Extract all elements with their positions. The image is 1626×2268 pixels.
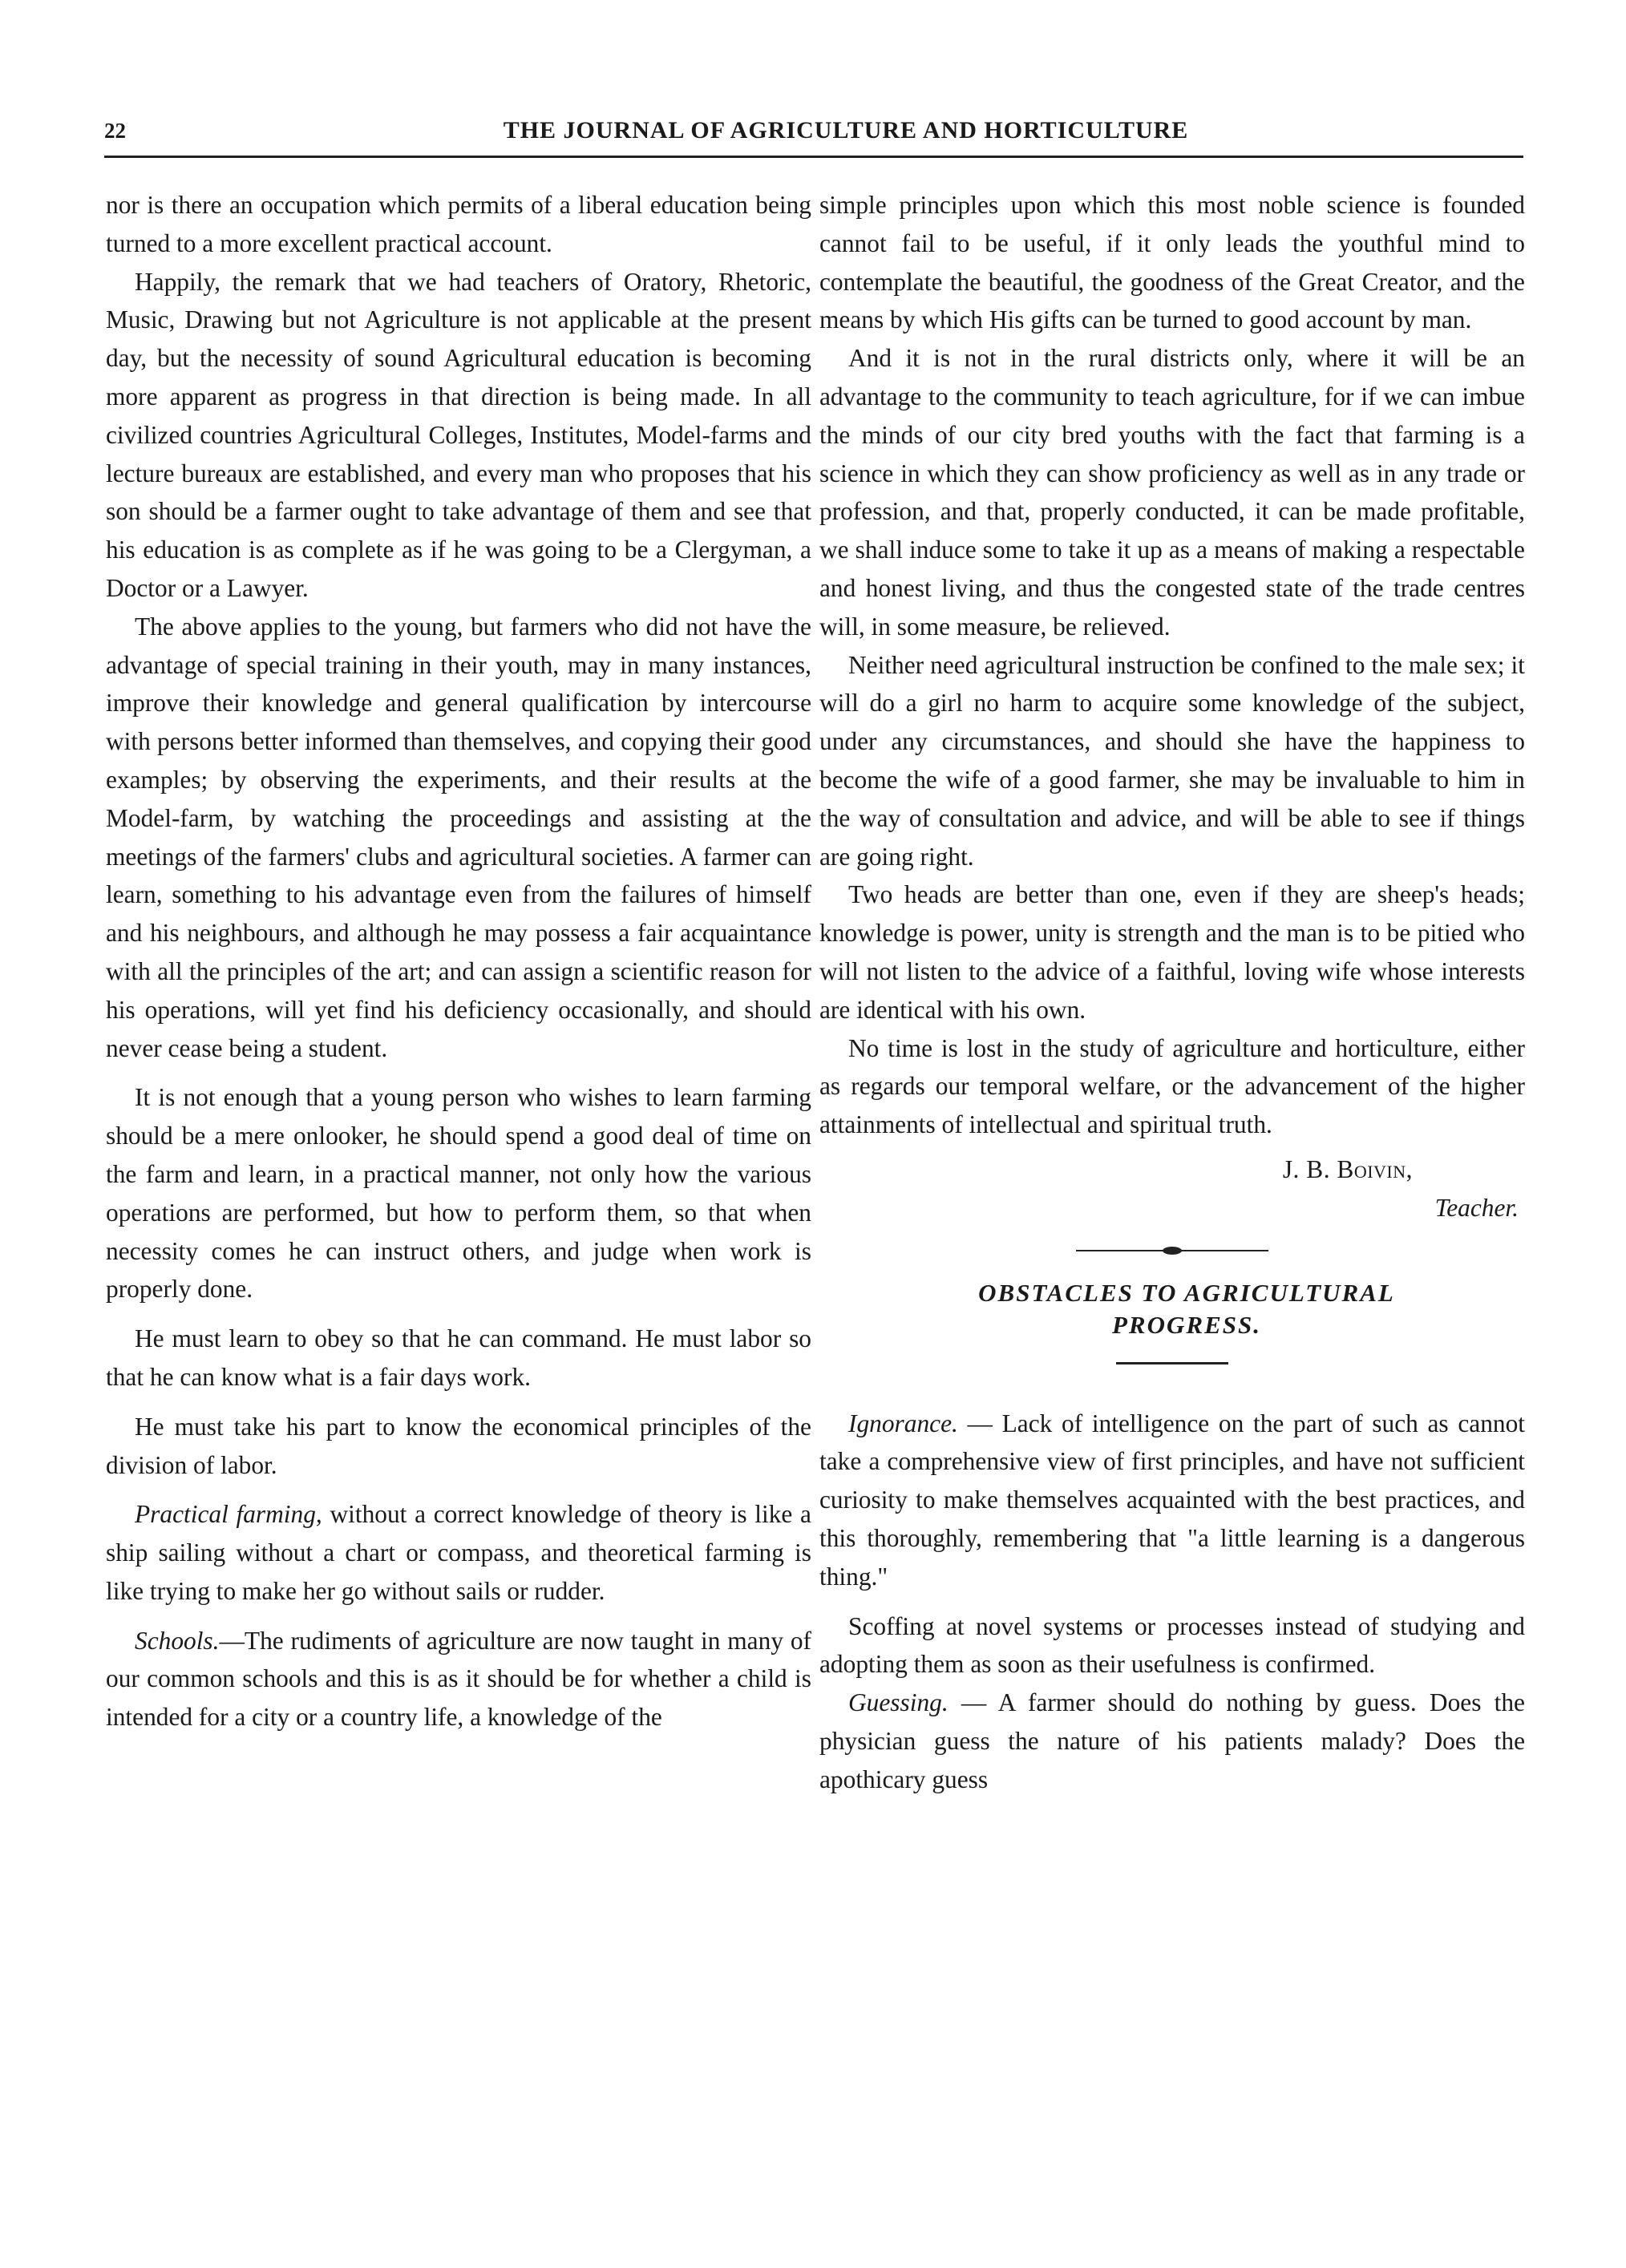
paragraph-lead-in: Ignorance. <box>848 1409 958 1437</box>
paragraph: It is not enough that a young person who wishes to learn farming should be a mere onlooker, he should spend a good deal of time on the farm and learn, in a practical manner, not only how the various operations are performed, but how to perform them, so that when necessity comes he can instruct others, and judge when work is properly done. <box>106 1083 811 1304</box>
ornament-center <box>1163 1247 1182 1255</box>
paragraph-body: without a correct knowledge of theory is like a ship sailing without a chart or compass, and theoretical farming is like trying to make her go without sails or rudder. <box>106 1500 811 1605</box>
paragraph <box>106 1495 811 1610</box>
header-rule <box>104 156 1523 158</box>
paragraph-body: — Lack of intelligence on the part of such as cannot take a comprehensive view of first principles, and have not sufficient curiosity to make themselves acquainted with the best practices, and this thoroughly, remembering that "a little learning is a dangerous thing." <box>819 1409 1525 1591</box>
paragraph: He must learn to obey so that he can command. He must labor so that he can know what is a fair days work. <box>106 1324 811 1391</box>
signature-title: Teacher. <box>1434 1193 1519 1222</box>
paragraph-lead-in: Practical farming, <box>135 1500 322 1529</box>
paragraph <box>819 1684 1525 1798</box>
paragraph-body: — A farmer should do nothing by guess. Does the physician guess the nature of his patients malady? Does the apothicary guess <box>819 1688 1525 1793</box>
signature-name: J. B. Boivin, <box>1282 1154 1413 1183</box>
paragraph: simple principles upon which this most noble science is founded cannot fail to be useful, if it only leads the youthful mind to contemplate the beautiful, the goodness of the Great Creator, and the means by which His gifts can be turned to good account by man. <box>819 191 1525 334</box>
paragraph <box>819 1405 1525 1596</box>
paragraph: Two heads are better than one, even if they are sheep's heads; knowledge is power, unity is strength and the man is to be pitied who will not listen to the advice of a faithful, loving wife whose interests are identical with his own. <box>819 880 1525 1024</box>
paragraph-lead-in: Schools. <box>135 1626 220 1655</box>
paragraph: Neither need agricultural instruction be confined to the male sex; it will do a girl no harm to acquire some knowledge of the subject, under any circumstances, and should she have the happiness to become the wife of a good farmer, she may be invaluable to him in the way of consultation and advice, and will be able to see if things are going right. <box>819 650 1525 871</box>
paragraph: nor is there an occupation which permits of a liberal education being turned to a more excellent practical account. <box>106 191 811 257</box>
paragraph: Happily, the remark that we had teachers of Oratory, Rhetoric, Music, Drawing but not Agriculture is not applicable at the present day, but the necessity of sound Agricultural education is becoming more apparent as progress in that direction is being made. In all civilized countries Agricultural Colleges, Institutes, Model-farms and lecture bureaux are established, and every man who proposes that his son should be a farmer ought to take advantage of them and see that his education is as complete as if he was going to be a Clergyman, a Doctor or a Lawyer. <box>106 267 811 602</box>
section-rule <box>1116 1362 1228 1364</box>
right-column <box>819 186 1525 1798</box>
section-heading: PROGRESS. <box>1112 1310 1261 1339</box>
paragraph: The above applies to the young, but farmers who did not have the advantage of special training in their youth, may in many instances, improve their knowledge and general qualification by intercourse with persons better informed than themselves, and copying their good examples; by observing the experiments, and their results at the Model-farm, by watching the proceedings and assisting at the meetings of the farmers' clubs and agricultural societies. A farmer can learn, something to his advantage even from the failures of himself and his neighbours, and although he may possess a fair acquaintance with all the principles of the art; and can assign a scientific reason for his operations, will yet find his deficiency occasionally, and should never cease being a student. <box>106 612 811 1062</box>
page-number: 22 <box>104 119 126 143</box>
paragraph: And it is not in the rural districts only, where it will be an advantage to the community to teach agriculture, for if we can imbue the minds of our city bred youths with the fact that farming is a science in which they can show proficiency as well as in any trade or profession, and that, properly conducted, it can be made profitable, we shall induce some to take it up as a means of making a respectable and honest living, and thus the congested state of the trade centres will, in some measure, be relieved. <box>819 344 1525 641</box>
paragraph: No time is lost in the study of agriculture and horticulture, either as regards our temporal welfare, or the advancement of the higher attainments of intellectual and spiritual truth. <box>819 1033 1525 1139</box>
paragraph: He must take his part to know the economical principles of the division of labor. <box>106 1412 811 1479</box>
paragraph <box>106 1622 811 1736</box>
section-ornament <box>1076 1247 1268 1255</box>
running-head <box>104 114 1523 154</box>
paragraph-body: —The rudiments of agriculture are now taught in many of our common schools and this is as it should be for whether a child is intended for a city or a country life, a knowledge of the <box>106 1626 811 1732</box>
section-heading: OBSTACLES TO AGRICULTURAL <box>978 1278 1395 1307</box>
left-column <box>106 186 811 1736</box>
paragraph-lead-in: Guessing. <box>848 1688 948 1717</box>
paragraph: Scoffing at novel systems or processes instead of studying and adopting them as soon as their usefulness is confirmed. <box>819 1611 1525 1679</box>
journal-title: THE JOURNAL OF AGRICULTURE AND HORTICULTURE <box>503 117 1189 144</box>
